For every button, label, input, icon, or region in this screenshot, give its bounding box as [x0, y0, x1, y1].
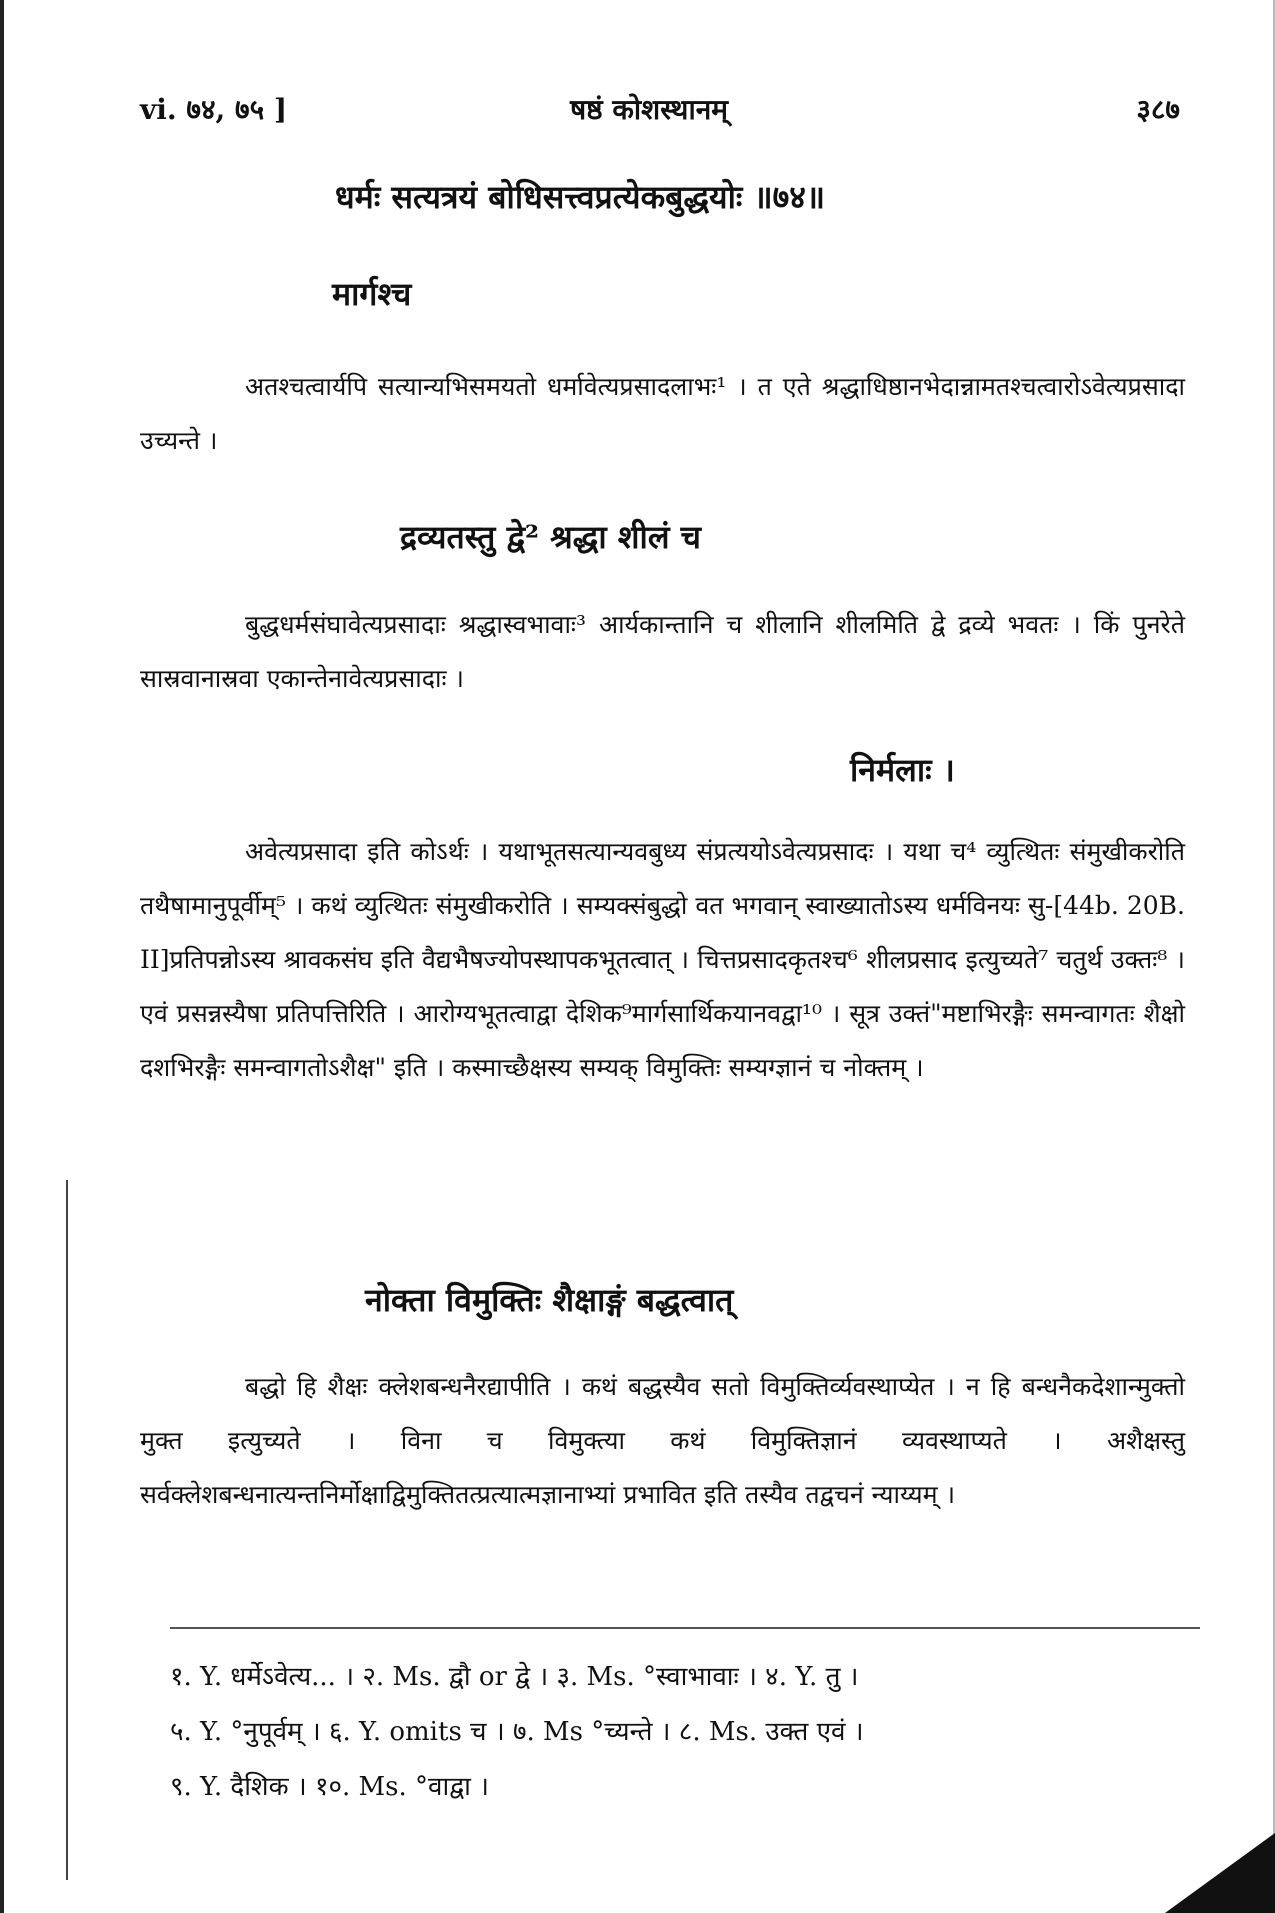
verse-nirmalah: निर्मलाः ।: [850, 751, 955, 789]
footnote-line: ५. Y. °नुपूर्वम् । ६. Y. omits च । ७. Ms °च्यन्ते । ८. Ms. उक्त एवं ।: [170, 1717, 864, 1747]
paragraph-text: अतश्चत्वार्यपि सत्यान्यभिसमयतो धर्मावेत्यप्रसादलाभः¹ । त एते श्रद्धाधिष्ठानभेदान्नामतश्चत्वारोऽवेत्यप्रसादा उच्यन्ते ।: [140, 372, 1185, 455]
page-binding-edge: [0, 0, 4, 1913]
commentary-paragraph-1: [140, 360, 1185, 468]
paragraph-text: बुद्धधर्मसंघावेत्यप्रसादाः श्रद्धास्वभावाः³ आर्यकान्तानि च शीलानि शीलमिति द्वे द्रव्ये भवतः । किं पुनरेते सास्रवानास्रवा एकान्तेनावेत्यप्रसादाः ।: [140, 610, 1185, 693]
paragraph-text: बद्धो हि शैक्षः क्लेशबन्धनैरद्यापीति । कथं बद्धस्यैव सतो विमुक्तिर्व्यवस्थाप्येत । न हि बन्धनैकदेशान्मुक्तो मुक्त इत्युच्यते । विना च विमुक्त्या कथं विमुक्तिज्ञानं व्यवस्थाप्यते । अशैक्षस्तु सर्वक्लेशबन्धनात्यन्तनिर्मोक्षाद्विमुक्तितत्प्रत्यात्मज्ञानाभ्यां प्रभावित इति तस्यैव तद्वचनं न्याय्यम् ।: [140, 1372, 1185, 1509]
commentary-paragraph-4: [140, 1360, 1185, 1522]
scan-corner-shadow: [1165, 1833, 1275, 1913]
running-head: [140, 90, 1180, 140]
commentary-paragraph-3: [140, 825, 1185, 1095]
margin-rule: [66, 1180, 68, 1880]
chapter-title: षष्ठं कोशस्थानम्: [570, 93, 728, 126]
verse-dravyatas: द्रव्यतस्तु द्वे² श्रद्धा शीलं च: [400, 518, 701, 556]
verse-74: धर्मः सत्यत्रयं बोधिसत्त्वप्रत्येकबुद्धयोः ॥७४॥: [335, 178, 826, 216]
footnote-line: १. Y. धर्मेऽवेत्य... । २. Ms. द्वौ or द्वे । ३. Ms. °स्वाभावाः । ४. Y. तु ।: [170, 1662, 859, 1692]
footnote-separator: [170, 1627, 1200, 1629]
footnotes: [170, 1650, 1210, 1815]
commentary-paragraph-2: [140, 598, 1185, 706]
section-reference: vi. ७४, ७५ ]: [140, 93, 288, 126]
verse-nokta-vimuktih: नोक्ता विमुक्तिः शैक्षाङ्गं बद्धत्वात्: [365, 1281, 734, 1319]
footnote-line: ९. Y. दैशिक । १०. Ms. °वाद्वा ।: [170, 1772, 490, 1802]
verse-margash: मार्गश्च: [332, 275, 412, 313]
page-number: ३८७: [1136, 93, 1180, 126]
paragraph-text: अवेत्यप्रसादा इति कोऽर्थः । यथाभूतसत्यान्यवबुध्य संप्रत्ययोऽवेत्यप्रसादः । यथा च⁴ व्युत्थितः संमुखीकरोति तथैषामानुपूर्वीम्⁵ । कथं व्युत्थितः संमुखीकरोति । सम्यक्संबुद्धो वत भगवान् स्वाख्यातोऽस्य धर्मविनयः सु-[44b. 20B. II]प्रतिपन्नोऽस्य श्रावकसंघ इति वैद्यभैषज्योपस्थापकभूतत्वात् । चित्तप्रसादकृतश्च⁶ शीलप्रसाद इत्युच्यते⁷ चतुर्थ उक्तः⁸ । एवं प्रसन्नस्यैषा प्रतिपत्तिरिति । आरोग्यभूतत्वाद्वा देशिक⁹मार्गसार्थिकयानवद्वा¹⁰ । सूत्र उक्तं"मष्टाभिरङ्गैः समन्वागतः शैक्षो दशभिरङ्गैः समन्वागतोऽशैक्ष" इति । कस्माच्छैक्षस्य सम्यक् विमुक्तिः सम्यग्ज्ञानं च नोक्तम् ।: [140, 837, 1185, 1082]
